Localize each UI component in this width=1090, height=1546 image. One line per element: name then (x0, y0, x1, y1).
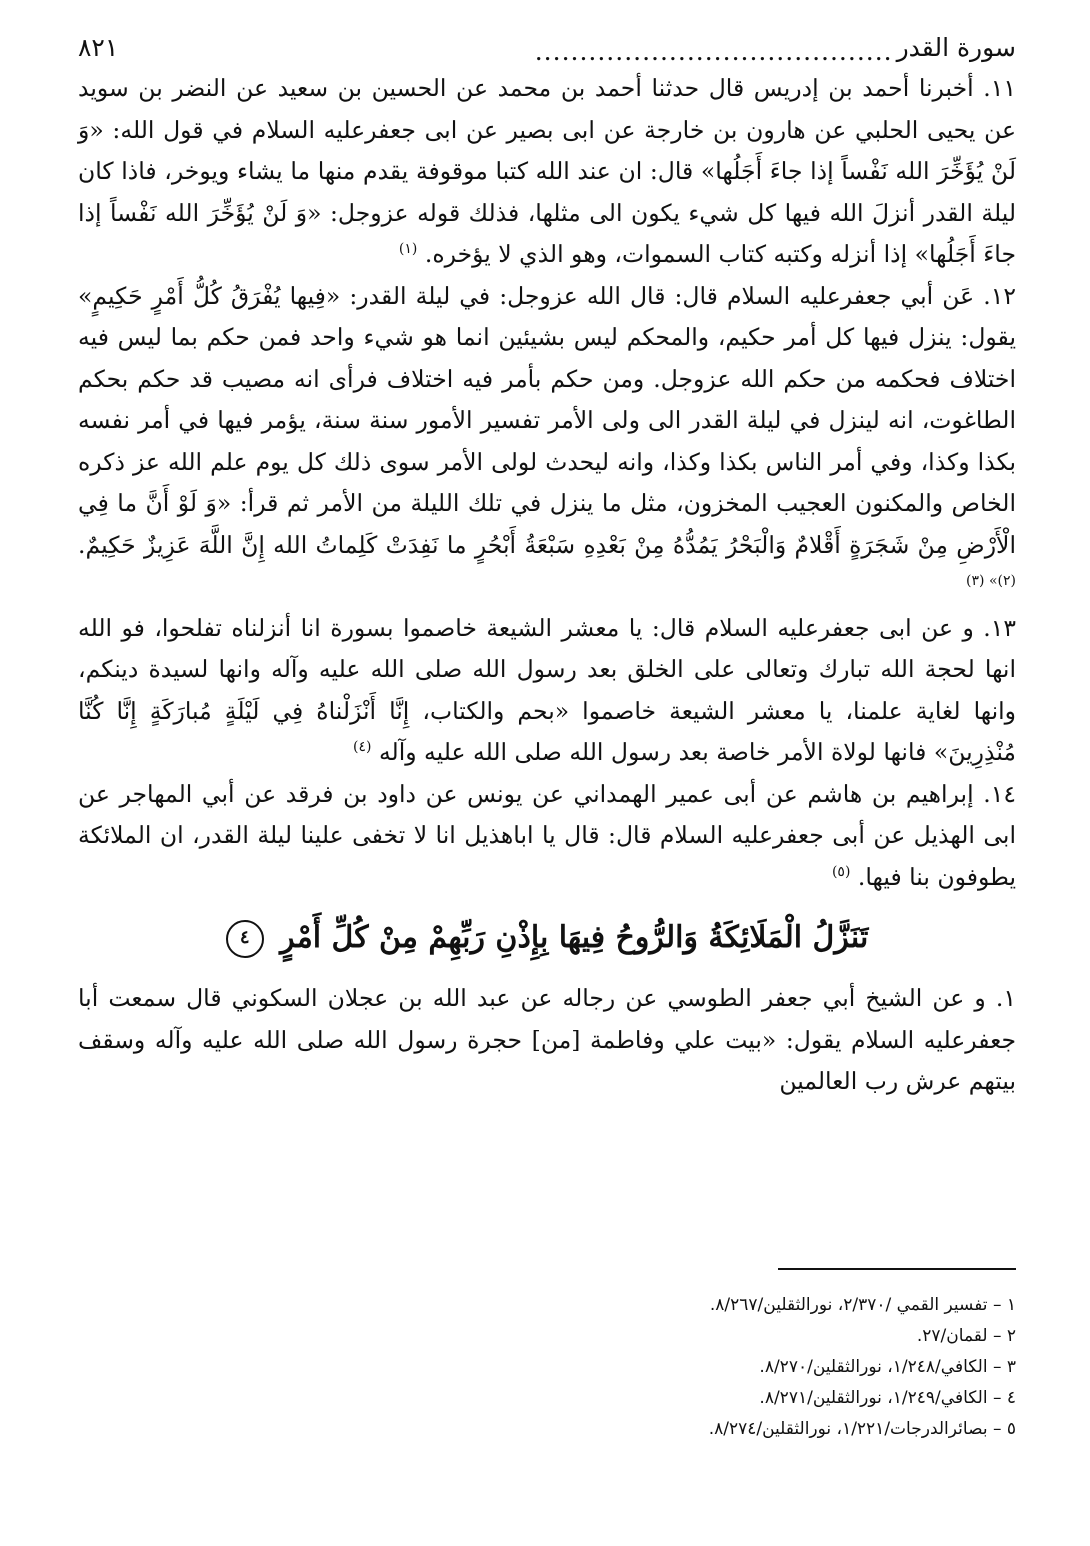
verse-text: تَنَزَّلُ الْمَلَائِكَةُ وَالرُّوحُ فِيهَا بِإِذْنِ رَبِّهِمْ مِنْ كُلِّ أَمْرٍ (280, 920, 869, 955)
surah-title: سورة القدر (896, 33, 1016, 62)
running-header (78, 28, 1016, 68)
paragraph-text: إبراهيم بن هاشم عن أبى عمير الهمداني عن يونس عن داود بن فرقد عن أبي المهاجر عن ابى الهذيل عن أبى جعفرعليه السلام قال: قال يا اباهذيل انا لا تخفى علينا ليلة القدر، ان الملائكة يطوفون بنا فيها. (78, 779, 1016, 891)
page-number: ٨٢١ (78, 33, 119, 62)
paragraph-text: و عن الشيخ أبي جعفر الطوسي عن رجاله عن عبد الله بن عجلان السكوني قال سمعت أبا جعفرعليه السلام يقول: «بيت علي وفاطمة [من] حجرة رسول الله صلى الله عليه وآله وسقف بيتهم عرش رب العالمين (78, 984, 1016, 1095)
footnote-item: ٥ – بصائرالدرجات/١/٢٢١، نورالثقلين/٨/٢٧٤. (708, 1419, 1016, 1439)
footnote-item: ١ – تفسير القمي /٢/٣٧٠، نورالثقلين/٨/٢٦٧. (709, 1295, 1016, 1315)
footnote-ref: (١) (398, 241, 418, 258)
paragraph-number: ١٤. (983, 779, 1016, 808)
footnote-separator (778, 1268, 1016, 1270)
footnote-ref: (٢)» (٣) (966, 573, 1016, 590)
paragraph-after-verse-1 (78, 978, 1016, 1103)
header-dot-leader: ........................................ (534, 37, 893, 66)
paragraph-14 (78, 774, 1016, 899)
paragraph-12 (78, 276, 1016, 608)
paragraph-text: عَن أبي جعفرعليه السلام قال: قال الله عزوجل: في ليلة القدر: «فِيها يُفْرَقُ كُلُّ أَمْرٍ حَكِيمٍ» يقول: ينزل فيها كل أمر حكيم، والمحكم ليس بشيئين انما هو شيء واحد فمن حكم بما ليس فيه اختلاف فحكمه من حكم الله عزوجل. ومن حكم بأمر فيه اختلاف فرأى انه مصيب قد حكم بحكم الطاغوت، انه لينزل في ليلة القدر الى ولى الأمر تفسير الأمور سنة سنة، يؤمر فيها في أمر نفسه بكذا وكذا، وفي أمر الناس بكذا وكذا، وانه ليحدث لولى الأمر سوى ذلك كل يوم علم الله عز ذكره الخاص والمكنون العجيب المخزون، مثل ما ينزل في تلك الليلة من الأمر ثم قرأ: «وَ لَوْ أَنَّ ما فِي الْأَرْضِ مِنْ شَجَرَةٍ أَقْلامٌ وَالْبَحْرُ يَمُدُّهُ مِنْ بَعْدِهِ سَبْعَةُ أَبْحُرٍ ما نَفِدَتْ كَلِماتُ الله إِنَّ اللَّهَ عَزِيزٌ حَكِيمٌ. (78, 281, 1016, 559)
footnote-item: ٤ – الكافي/١/٢٤٩، نورالثقلين/٨/٢٧١. (759, 1388, 1016, 1408)
footnote-item: ٣ – الكافي/١/٢٤٨، نورالثقلين/٨/٢٧٠. (759, 1357, 1016, 1377)
quran-verse-heading (78, 908, 1016, 968)
paragraph-number: ١. (995, 984, 1016, 1012)
paragraph-number: ١١. (983, 74, 1016, 102)
paragraph-13 (78, 608, 1016, 774)
paragraph-text: أخبرنا أحمد بن إدريس قال حدثنا أحمد بن محمد عن الحسين بن سعيد عن النضر بن سويد عن يحيى الحلبي عن هارون بن خارجة عن ابى بصير عن ابى جعفرعليه السلام في قول الله: «وَ لَنْ يُؤَخِّرَ الله نَفْساً إذا جاءَ أَجَلُها» قال: ان عند الله كتبا موقوفة يقدم منها ما يشاء ويوخر، فاذا كان ليلة القدر أنزلَ الله فيها كل شيء يكون الى مثلها، فذلك قوله عزوجل: «وَ لَنْ يُؤَخِّرَ الله نَفْساً إذا جاءَ أَجَلُها» إذا أنزله وكتبه كتاب السموات، وهو الذي لا يؤخره. (78, 74, 1016, 268)
footnote-ref: (٤) (352, 739, 372, 756)
footnote-item: ٢ – لقمان/٢٧. (916, 1326, 1016, 1346)
page (78, 28, 1016, 1439)
paragraph-number: ١٢. (983, 281, 1016, 310)
paragraph-text: و عن ابى جعفرعليه السلام قال: يا معشر الشيعة خاصموا بسورة انا أنزلناه تفلحوا، فو الله انها لحجة الله تبارك وتعالى على الخلق بعد رسول الله صلى الله عليه وآله وانها لسيدة دينكم، وانها لغاية علمنا، يا معشر الشيعة خاصموا «بحم والكتاب، إِنَّا أَنْزَلْناهُ فِي لَيْلَةٍ مُبارَكَةٍ إِنَّا كُنَّا مُنْذِرِينَ» فانها لولاة الأمر خاصة بعد رسول الله صلى الله عليه وآله (78, 613, 1016, 766)
header-title-wrap (118, 28, 1016, 68)
paragraph-number: ١٣. (983, 613, 1016, 642)
ayah-number-marker: ٤ (226, 920, 264, 958)
footnotes (78, 1290, 1016, 1445)
paragraph-11 (78, 68, 1016, 276)
footnote-ref: (٥) (831, 863, 851, 880)
